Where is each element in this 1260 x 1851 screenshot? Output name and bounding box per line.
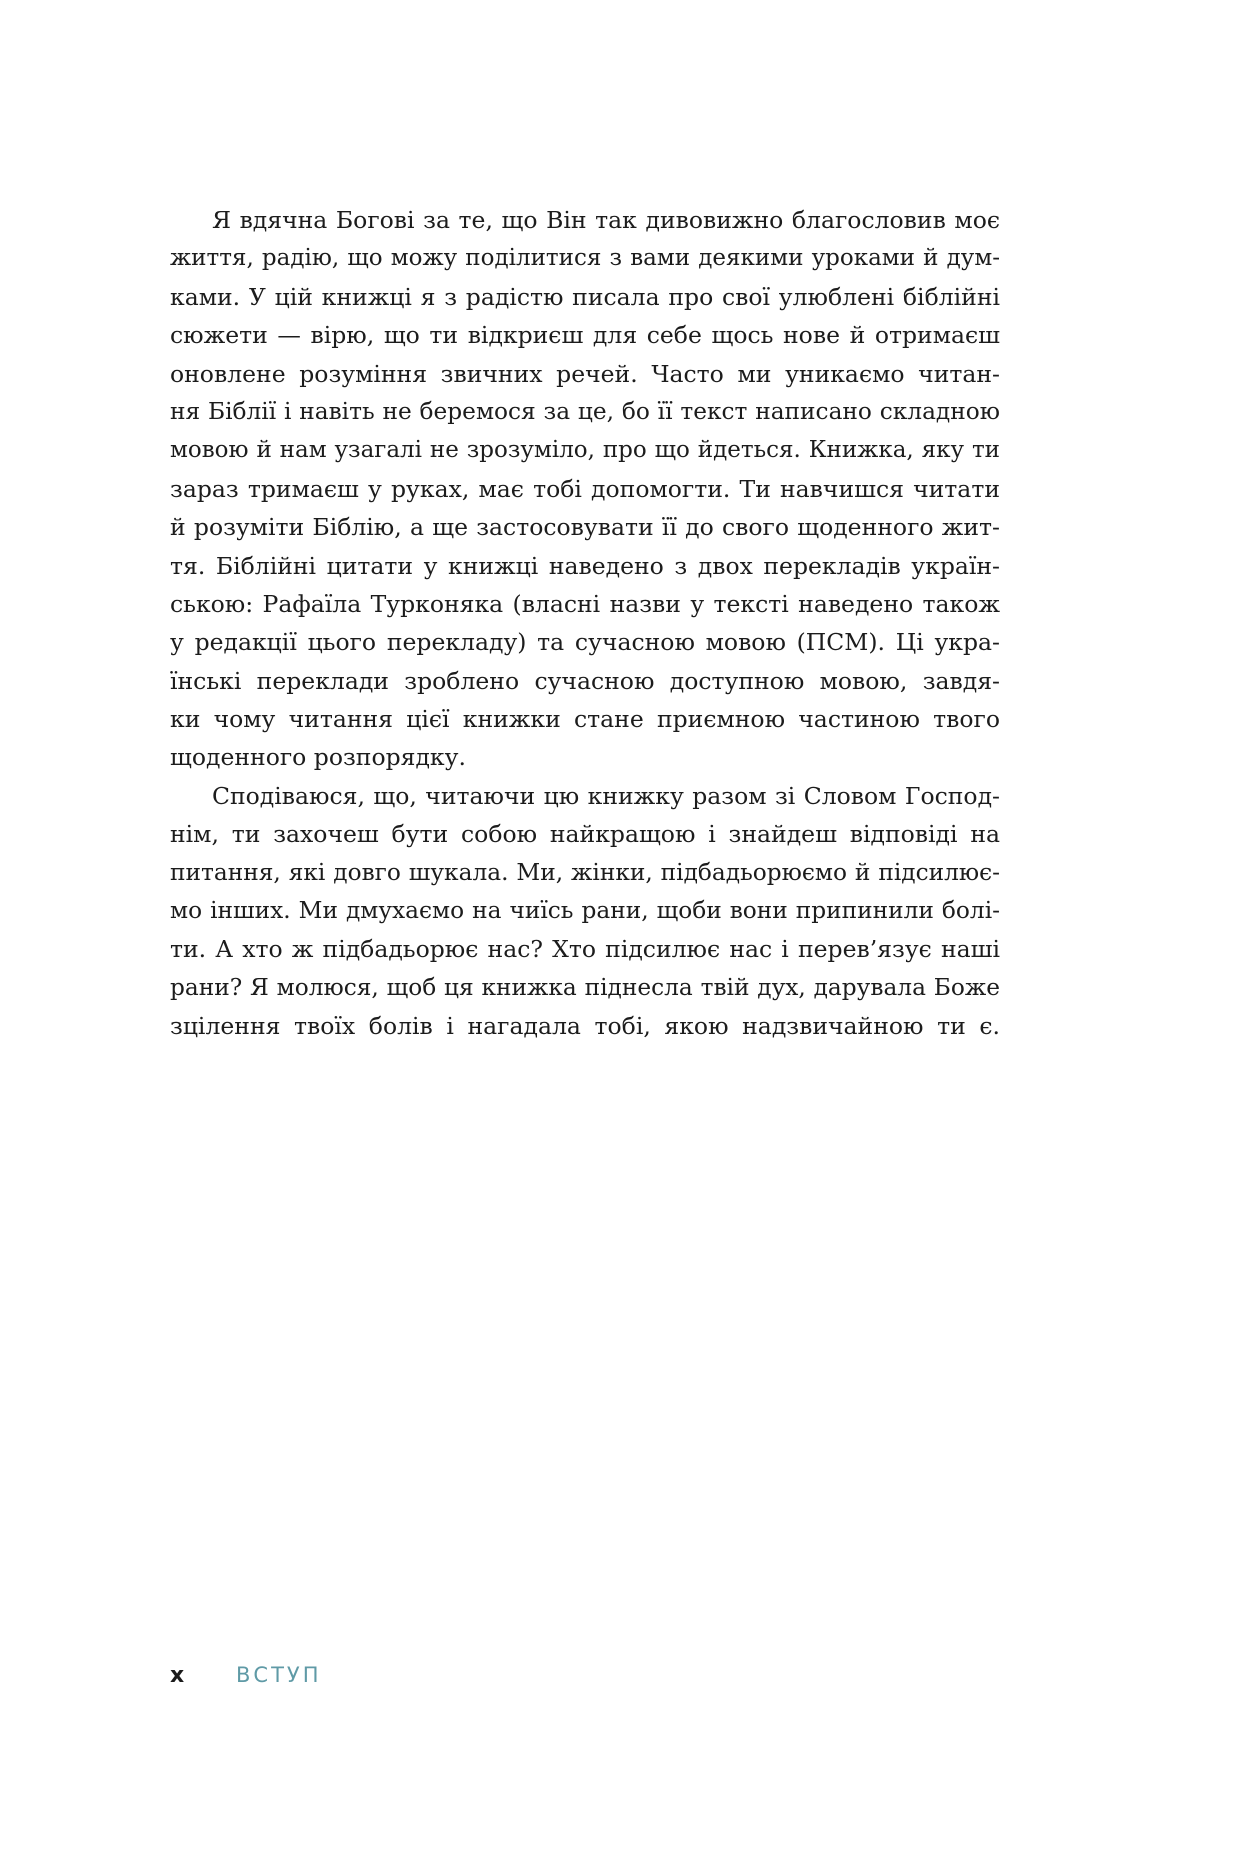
text-line: питання, які довго шукала. Ми, жінки, підбадьорюємо й підсилює- (170, 858, 1000, 886)
page-footer (170, 1658, 322, 1692)
text-line: ками. У цій книжці я з радістю писала про свої улюблені біблійні (170, 282, 1000, 311)
text-line: оновлене розуміння звичних речей. Часто ми уникаємо читан- (170, 359, 1000, 388)
text-line: зцілення твоїх болів і нагадала тобі, якою надзвичайною ти є. (170, 1012, 1000, 1041)
text-line: нім, ти захочеш бути собою найкращою і знайдеш відповіді на (170, 820, 1000, 849)
text-line: ня Біблії і навіть не беремося за це, бо її текст написано складною (170, 397, 1000, 425)
running-section-title: ВСТУП (236, 1663, 322, 1687)
text-line: Я вдячна Богові за те, що Він так дивовижно благословив моє (212, 206, 1000, 234)
text-line: ти. А хто ж підбадьорює нас? Хто підсилює нас і перев’язує наші (170, 935, 1000, 964)
text-line: зараз тримаєш у руках, має тобі допомогти. Ти навчишся читати (170, 474, 1000, 503)
text-line: тя. Біблійні цитати у книжці наведено з двох перекладів україн- (170, 551, 1000, 580)
paragraph-2 (170, 777, 1000, 1046)
body-text (170, 201, 1000, 1046)
text-line: їнські переклади зроблено сучасною доступною мовою, завдя- (170, 666, 1000, 695)
text-line: у редакції цього перекладу) та сучасною мовою (ПСМ). Ці укра- (170, 628, 1000, 657)
text-line: ки чому читання цієї книжки стане приємною частиною твого (170, 705, 1000, 734)
text-line: ською: Рафаїла Турконяка (власні назви у тексті наведено також (170, 589, 1000, 618)
text-line: й розуміти Біблію, а ще застосовувати її до свого щоденного жит- (170, 513, 1000, 542)
text-line: сюжети — вірю, що ти відкриєш для себе щось нове й отримаєш (170, 321, 1000, 350)
text-line: рани? Я молюся, щоб ця книжка піднесла твій дух, дарувала Боже (170, 973, 1000, 1001)
text-line: щоденного розпорядку. (170, 743, 466, 772)
text-line: мовою й нам узагалі не зрозуміло, про що йдеться. Книжка, яку ти (170, 437, 1000, 464)
text-line: Сподіваюся, що, читаючи цю книжку разом зі Словом Господ- (212, 781, 1000, 810)
text-line: мо інших. Ми дмухаємо на чиїсь рани, щоби вони припинили болі- (170, 897, 1000, 925)
page-number: x (170, 1662, 185, 1688)
paragraph-1 (170, 201, 1000, 777)
text-line: життя, радію, що можу поділитися з вами деякими уроками й дум- (170, 245, 1000, 272)
